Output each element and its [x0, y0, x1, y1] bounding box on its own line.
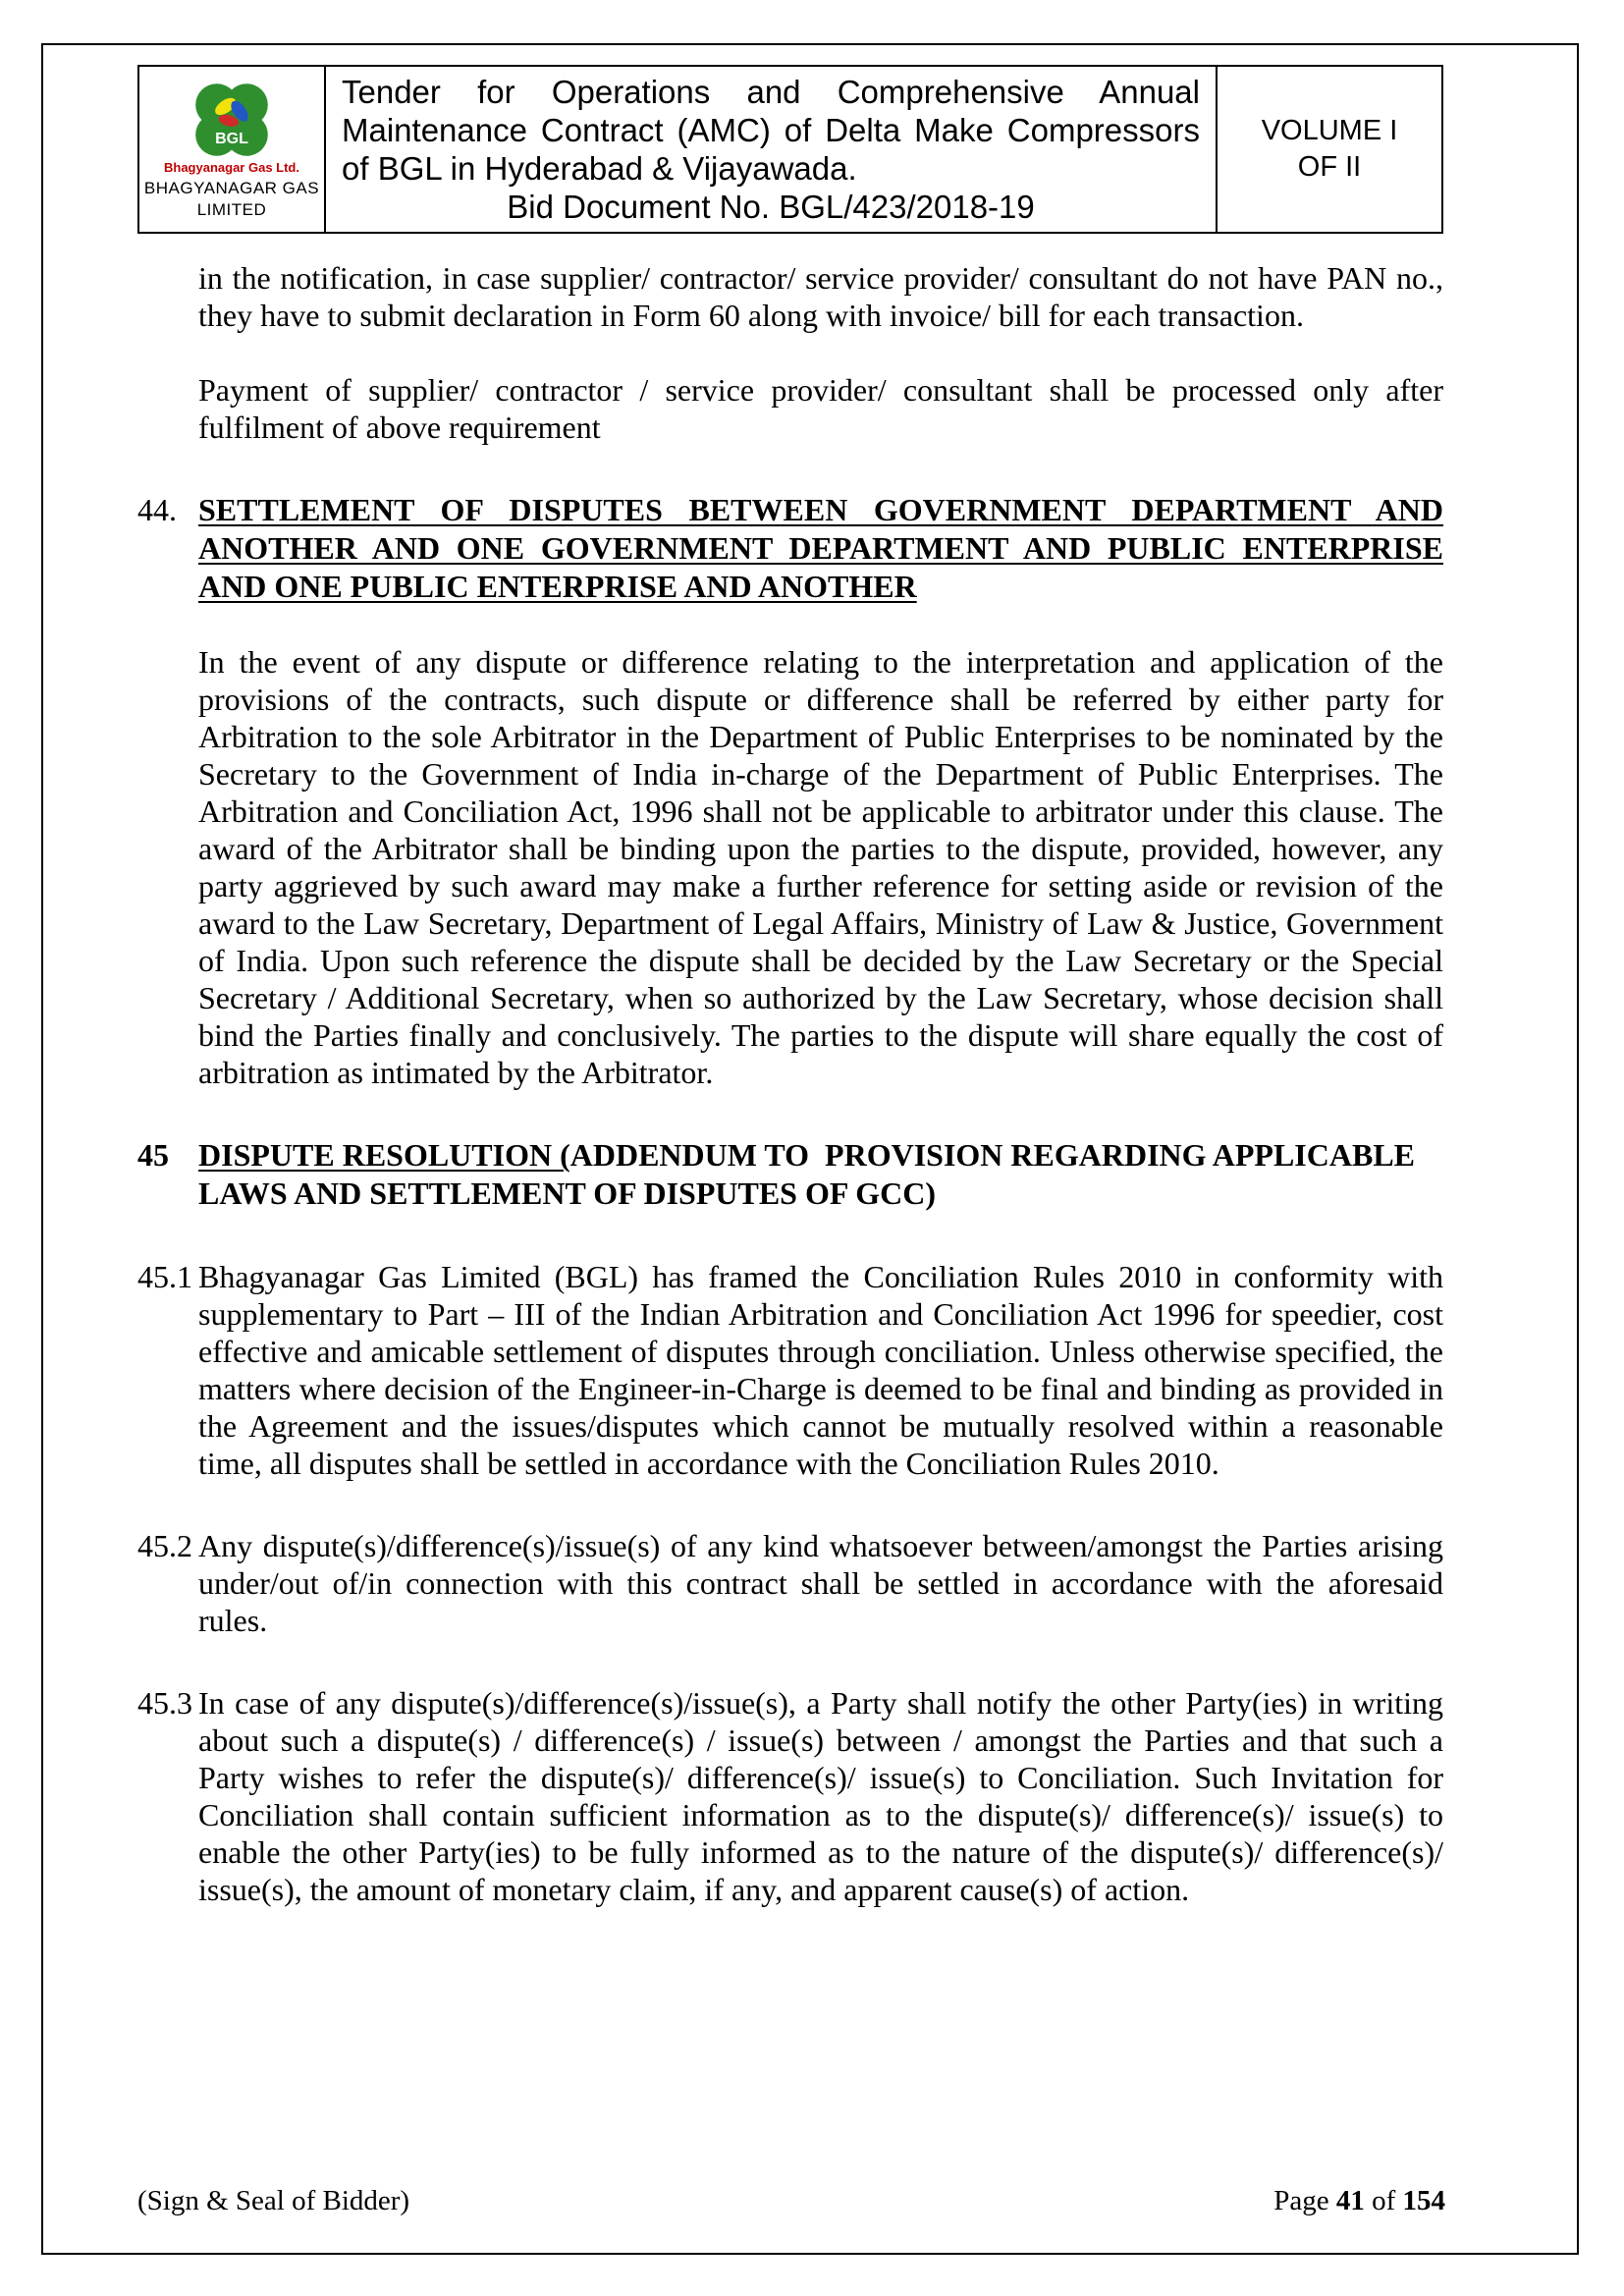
section-45-3-number: 45.3 — [137, 1685, 192, 1721]
volume-line-1: VOLUME I — [1261, 115, 1398, 146]
section-45-content — [198, 1136, 1443, 1213]
paragraph-payment-processing: Payment of supplier/ contractor / service provider/ consultant shall be processed only after fulfilment of above requirement — [198, 372, 1443, 445]
bgl-logo-icon — [192, 81, 271, 159]
section-44-heading — [198, 491, 1443, 606]
logo-caption: Bhagyanagar Gas Ltd. — [164, 159, 299, 175]
document-header-table — [137, 65, 1443, 234]
section-45-heading — [198, 1136, 1443, 1213]
section-45-number: 45 — [137, 1137, 169, 1173]
volume-line-2: OF II — [1297, 151, 1362, 183]
company-name: BHAGYANAGAR GAS LIMITED — [143, 178, 320, 219]
section-45-1-paragraph: Bhagyanagar Gas Limited (BGL) has framed the Conciliation Rules 2010 in conformity with supplementary to Part – III of the Indian Arbitration and Conciliation Act 1996 for speedier, cost effective and amicable settlement of disputes through conciliation. Unless otherwise specified, the matters where decision of the Engineer-in-Charge is deemed to be final and binding as provided in the Agreement and the issues/disputes which cannot be mutually resolved within a reasonable time, all disputes shall be settled in accordance with the Conciliation Rules 2010. — [198, 1259, 1443, 1481]
page-total: 154 — [1402, 2185, 1445, 2216]
section-45-1-content — [198, 1258, 1443, 1482]
logo-abbr-text: BGL — [215, 130, 248, 147]
title-cell — [325, 66, 1217, 233]
page-label: Page — [1273, 2185, 1329, 2216]
section-45-2-number: 45.2 — [137, 1528, 192, 1563]
section-44 — [137, 491, 1443, 1091]
logo-cell — [138, 66, 325, 233]
page-current: 41 — [1335, 2185, 1365, 2216]
section-45-1-number: 45.1 — [137, 1259, 192, 1294]
page-border — [41, 43, 1579, 2255]
section-45-3-paragraph: In case of any dispute(s)/difference(s)/issue(s), a Party shall notify the other Party(ies) in writing about such a dispute(s) / difference(s) / issue(s) between / amongst the Parties and that such a Party wishes to refer the dispute(s)/ difference(s)/ issue(s) to Conciliation. Such Invitation for Conciliation shall contain sufficient information as to the dispute(s)/ difference(s)/ issue(s) to enable the other Party(ies) to be fully informed as to the nature of the dispute(s)/ difference(s)/ issue(s), the amount of monetary claim, if any, and apparent cause(s) of action. — [198, 1685, 1443, 1907]
page-of-label: of — [1372, 2185, 1396, 2216]
paragraph-pan-declaration: in the notification, in case supplier/ contractor/ service provider/ consultant do not have PAN no., they have to submit declaration in Form 60 along with invoice/ bill for each transaction. — [198, 260, 1443, 333]
section-45-2-paragraph: Any dispute(s)/difference(s)/issue(s) of any kind whatsoever between/amongst the Parties arising under/out of/in connection with this contract shall be settled in accordance with the aforesaid rules. — [198, 1528, 1443, 1638]
section-45 — [137, 1136, 1443, 1213]
document-body — [137, 259, 1443, 1908]
section-45-heading-rest: ADDENDUM TO PROVISION REGARDING APPLICABLE LAWS AND SETTLEMENT OF DISPUTES OF GCC) — [198, 1137, 1423, 1211]
section-45-3 — [137, 1684, 1443, 1908]
volume-cell — [1217, 66, 1442, 233]
section-44-paragraph: In the event of any dispute or difference relating to the interpretation and application of the provisions of the contracts, such dispute or difference shall be referred by either party for Arbitration to the sole Arbitrator in the Department of Public Enterprises to be nominated by the Secretary to the Government of India in-charge of the Department of Public Enterprises. The Arbitration and Conciliation Act, 1996 shall not be applicable to arbitrator under this clause. The award of the Arbitrator shall be binding upon the parties to the dispute, provided, however, any party aggrieved by such award may make a further reference for setting aside or revision of the award to the Law Secretary, Department of Legal Affairs, Ministry of Law & Justice, Government of India. Upon such reference the dispute shall be decided by the Law Secretary or the Special Secretary / Additional Secretary, when so authorized by the Law Secretary, whose decision shall bind the Parties finally and conclusively. The parties to the dispute will share equally the cost of arbitration as intimated by the Arbitrator. — [198, 644, 1443, 1090]
section-44-content — [198, 491, 1443, 1091]
section-44-heading-text: SETTLEMENT OF DISPUTES BETWEEN GOVERNMENT DEPARTMENT AND ANOTHER AND ONE GOVERNMENT DEPARTMENT AND PUBLIC ENTERPRISE AND ONE PUBLIC ENTERPRISE AND ANOTHER — [198, 492, 1443, 604]
section-45-1 — [137, 1258, 1443, 1482]
section-44-number: 44. — [137, 492, 177, 527]
section-45-2-content — [198, 1527, 1443, 1639]
section-45-2 — [137, 1527, 1443, 1639]
section-45-heading-underlined: DISPUTE RESOLUTION ( — [198, 1137, 570, 1173]
tender-title: Tender for Operations and Comprehensive Annual Maintenance Contract (AMC) of Delta Make Compressors of BGL in Hyderabad & Vijayawada. — [342, 74, 1200, 187]
bid-document-number: Bid Document No. BGL/423/2018-19 — [507, 189, 1035, 225]
page-indicator — [1273, 2184, 1445, 2217]
page-footer — [137, 2184, 1445, 2217]
sign-seal-note: (Sign & Seal of Bidder) — [137, 2185, 410, 2216]
section-45-3-content — [198, 1684, 1443, 1908]
